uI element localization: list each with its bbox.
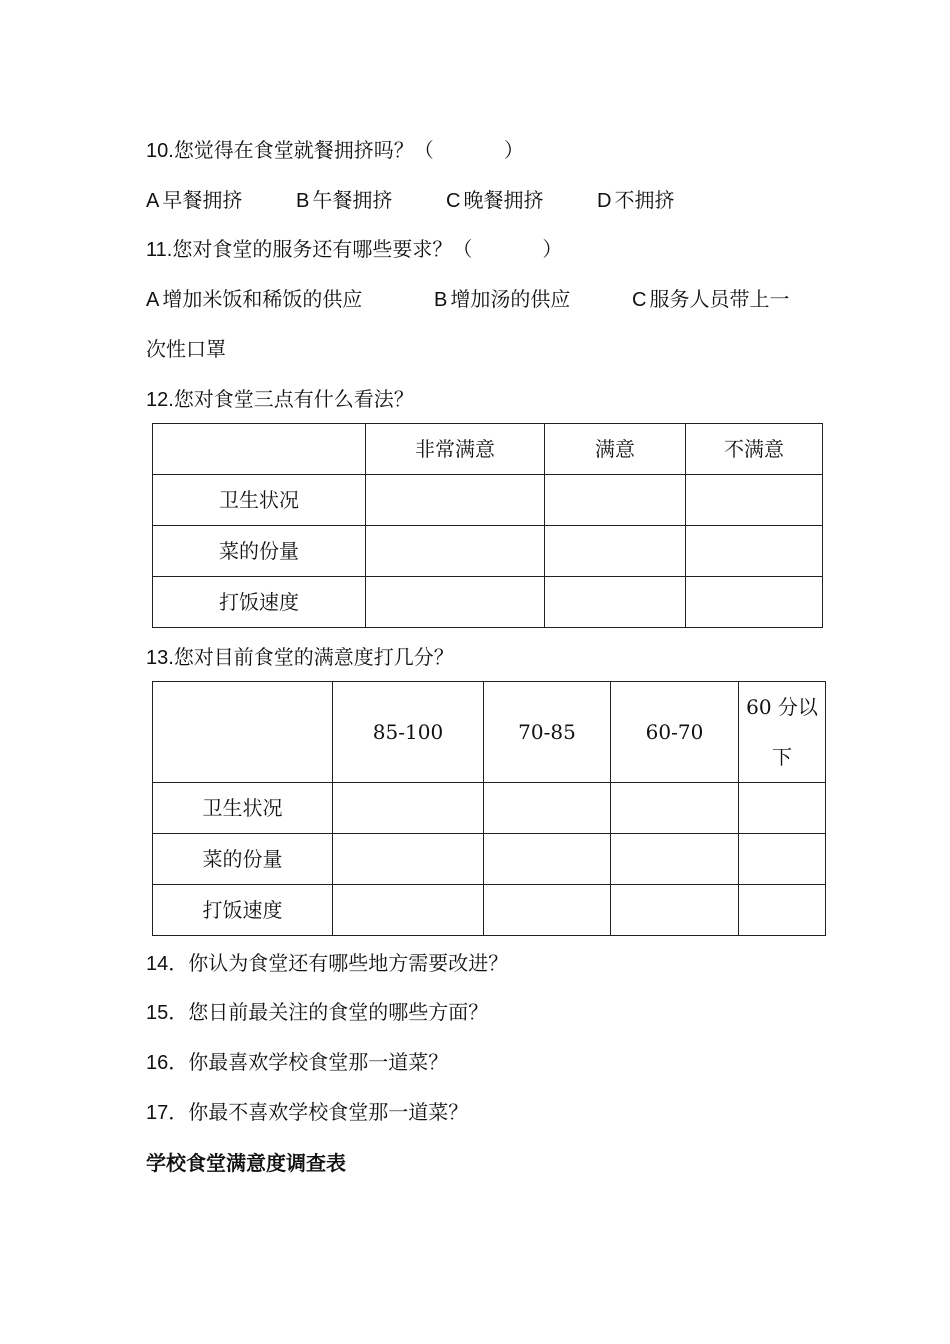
option-c[interactable]: C 服务人员带上一 <box>632 287 790 311</box>
answer-cell[interactable] <box>686 475 823 526</box>
answer-cell[interactable] <box>366 577 545 628</box>
answer-cell[interactable] <box>484 885 611 936</box>
satisfaction-table-12 <box>152 423 823 628</box>
question-16 <box>146 1049 448 1076</box>
header-satisfied: 满意 <box>545 424 686 475</box>
row-label-portion: 菜的份量 <box>153 526 366 577</box>
question-number: 17． <box>146 1102 189 1124</box>
question-close: ） <box>542 237 563 261</box>
answer-cell[interactable] <box>333 885 484 936</box>
answer-cell[interactable] <box>484 834 611 885</box>
answer-cell[interactable] <box>739 885 826 936</box>
option-a[interactable]: A 早餐拥挤 <box>146 188 243 212</box>
question-number: 15． <box>146 1002 189 1024</box>
row-label-portion: 菜的份量 <box>153 834 333 885</box>
question-12 <box>146 386 414 413</box>
answer-cell[interactable] <box>739 834 826 885</box>
header-below-60: 60 分以下 <box>739 682 826 783</box>
question-number: 11. <box>146 239 173 261</box>
row-label-hygiene: 卫生状况 <box>153 783 333 834</box>
answer-cell[interactable] <box>333 834 484 885</box>
answer-cell[interactable] <box>686 526 823 577</box>
answer-cell[interactable] <box>611 834 739 885</box>
question-text: 您日前最关注的食堂的哪些方面？ <box>188 1000 489 1024</box>
question-11-options <box>146 286 789 313</box>
answer-cell[interactable] <box>686 577 823 628</box>
option-b[interactable]: B 增加汤的供应 <box>434 287 571 311</box>
answer-cell[interactable] <box>333 783 484 834</box>
question-number: 10. <box>146 140 174 162</box>
question-17 <box>146 1099 468 1126</box>
question-text: 您对目前食堂的满意度打几分？ <box>173 645 454 669</box>
option-d[interactable]: D 不拥挤 <box>597 188 675 212</box>
question-14 <box>146 950 508 977</box>
header-very-satisfied: 非常满意 <box>366 424 545 475</box>
header-cell-empty <box>153 682 333 783</box>
answer-cell[interactable] <box>484 783 611 834</box>
row-label-speed: 打饭速度 <box>153 577 366 628</box>
answer-cell[interactable] <box>611 783 739 834</box>
answer-cell[interactable] <box>739 783 826 834</box>
row-label-speed: 打饭速度 <box>153 885 333 936</box>
question-text: 你最不喜欢学校食堂那一道菜？ <box>188 1100 469 1124</box>
answer-cell[interactable] <box>611 885 739 936</box>
answer-cell[interactable] <box>545 475 686 526</box>
question-text: 你认为食堂还有哪些地方需要改进？ <box>188 951 509 975</box>
answer-cell[interactable] <box>366 475 545 526</box>
option-c[interactable]: C 晚餐拥挤 <box>446 188 544 212</box>
question-15 <box>146 999 488 1026</box>
answer-cell[interactable] <box>366 526 545 577</box>
option-b[interactable]: B 午餐拥挤 <box>296 188 393 212</box>
question-13 <box>146 644 454 671</box>
question-number: 14． <box>146 953 189 975</box>
header-unsatisfied: 不满意 <box>686 424 823 475</box>
survey-title: 学校食堂满意度调查表 <box>146 1151 346 1175</box>
question-text: 你最喜欢学校食堂那一道菜？ <box>188 1050 449 1074</box>
question-10 <box>146 137 524 164</box>
question-11-continuation: 次性口罩 <box>146 337 226 361</box>
answer-cell[interactable] <box>545 526 686 577</box>
score-table-13 <box>152 681 826 936</box>
question-text: 您对食堂的服务还有哪些要求？（ <box>172 237 473 261</box>
question-number: 13. <box>146 647 174 669</box>
header-85-100: 85-100 <box>333 682 484 783</box>
answer-cell[interactable] <box>545 577 686 628</box>
header-60-70: 60-70 <box>611 682 739 783</box>
question-10-options <box>146 187 674 214</box>
question-11 <box>146 236 562 263</box>
header-cell-empty <box>153 424 366 475</box>
header-70-85: 70-85 <box>484 682 611 783</box>
question-close: ） <box>503 138 524 162</box>
question-number: 16． <box>146 1052 189 1074</box>
question-number: 12. <box>146 389 174 411</box>
option-a[interactable]: A 增加米饭和稀饭的供应 <box>146 287 363 311</box>
question-text: 您觉得在食堂就餐拥挤吗？（ <box>173 138 434 162</box>
row-label-hygiene: 卫生状况 <box>153 475 366 526</box>
question-text: 您对食堂三点有什么看法？ <box>173 387 414 411</box>
